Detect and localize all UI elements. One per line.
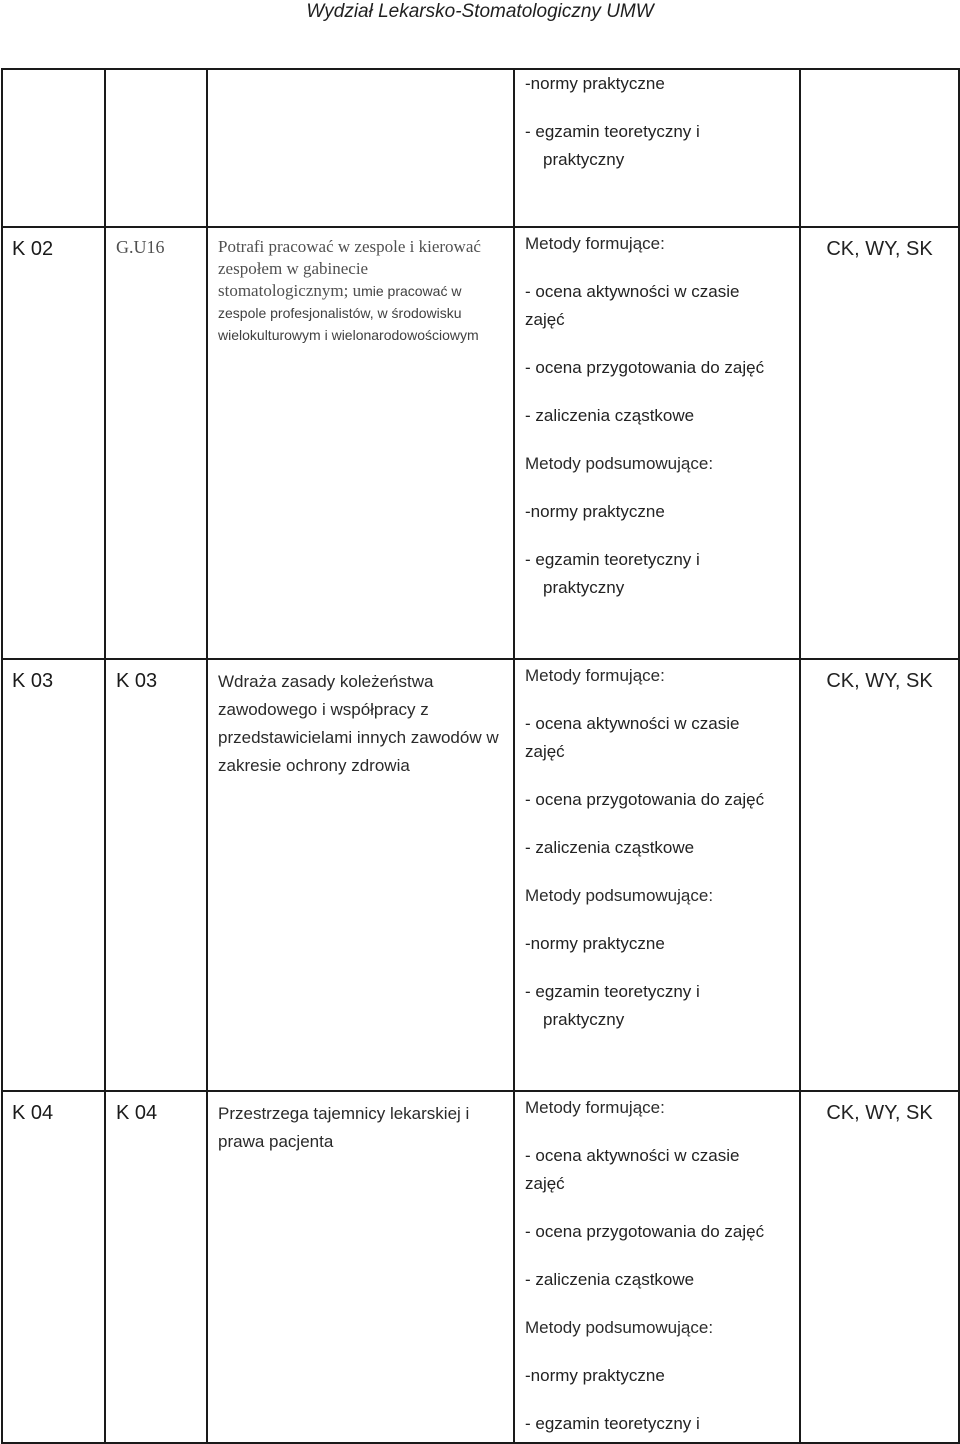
description-cell: Wdraża zasady koleżeństwa zawodowego i współpracy z przedstawicielami innych zawodów w zakresie ochrony zdrowia [207, 659, 514, 1091]
forms-cell: CK, WY, SK [800, 659, 959, 1091]
code-cell [105, 69, 207, 227]
method-item: - ocena aktywności w czasie [525, 1146, 740, 1165]
method-item: - ocena przygotowania do zajęć [525, 1222, 765, 1241]
standard-code: K 04 [105, 1091, 207, 1443]
learning-outcomes-table [1, 68, 960, 1444]
description-cell [207, 69, 514, 227]
method-item: - zaliczenia cząstkowe [525, 838, 695, 857]
methods-cell [514, 659, 800, 1091]
method-item: - egzamin teoretyczny i [525, 550, 700, 569]
method-item: zajęć [525, 1174, 565, 1193]
method-item: praktyczny [543, 578, 625, 597]
methods-cell [514, 69, 800, 227]
description-line: mie pracować w [361, 283, 462, 299]
table-row [2, 1091, 959, 1443]
description-line: wielokulturowym i wielonarodowościowym [218, 327, 479, 343]
forms-cell: CK, WY, SK [800, 1091, 959, 1443]
method-item: - egzamin teoretyczny i [525, 982, 700, 1001]
description-cell [207, 227, 514, 659]
methods-heading: Metody formujące: [525, 1098, 665, 1117]
effect-code: K 03 [2, 659, 105, 1091]
effect-code: K 02 [2, 227, 105, 659]
method-item: -normy praktyczne [525, 1366, 665, 1385]
standard-code: K 03 [105, 659, 207, 1091]
method-item: - zaliczenia cząstkowe [525, 1270, 695, 1289]
methods-cell [514, 227, 800, 659]
method-item: -normy praktyczne [525, 934, 665, 953]
methods-cell [514, 1091, 800, 1443]
method-item: -normy praktyczne [525, 74, 665, 93]
description-line: Potrafi pracować w zespole i kierować [218, 237, 481, 256]
methods-heading: Metody formujące: [525, 234, 665, 253]
method-item: zajęć [525, 742, 565, 761]
description-line: zespołem w gabinecie [218, 259, 369, 278]
method-item: - egzamin teoretyczny i [525, 122, 700, 141]
method-item: zajęć [525, 310, 565, 329]
method-item: praktyczny [543, 150, 625, 169]
code-cell [2, 69, 105, 227]
methods-heading: Metody podsumowujące: [525, 454, 714, 473]
table-row [2, 227, 959, 659]
page-header: Wydział Lekarsko-Stomatologiczny UMW [306, 1, 654, 22]
effect-code: K 04 [2, 1091, 105, 1443]
standard-code: G.U16 [105, 227, 207, 659]
method-item: - ocena aktywności w czasie [525, 282, 740, 301]
table-row [2, 659, 959, 1091]
method-item: - egzamin teoretyczny i [525, 1414, 700, 1433]
method-item: praktyczny [543, 1010, 625, 1029]
forms-cell: CK, WY, SK [800, 227, 959, 659]
table-row [2, 69, 959, 227]
description-cell: Przestrzega tajemnicy lekarskiej i prawa pacjenta [207, 1091, 514, 1443]
method-item: - zaliczenia cząstkowe [525, 406, 695, 425]
method-item: -normy praktyczne [525, 502, 665, 521]
method-item: - ocena aktywności w czasie [525, 714, 740, 733]
methods-heading: Metody formujące: [525, 666, 665, 685]
methods-heading: Metody podsumowujące: [525, 886, 714, 905]
description-line: stomatologicznym; u [218, 281, 362, 300]
description-line: zespole profesjonalistów, w środowisku [218, 305, 462, 321]
forms-cell [800, 69, 959, 227]
method-item: - ocena przygotowania do zajęć [525, 790, 765, 809]
methods-heading: Metody podsumowujące: [525, 1318, 714, 1337]
method-item: - ocena przygotowania do zajęć [525, 358, 765, 377]
